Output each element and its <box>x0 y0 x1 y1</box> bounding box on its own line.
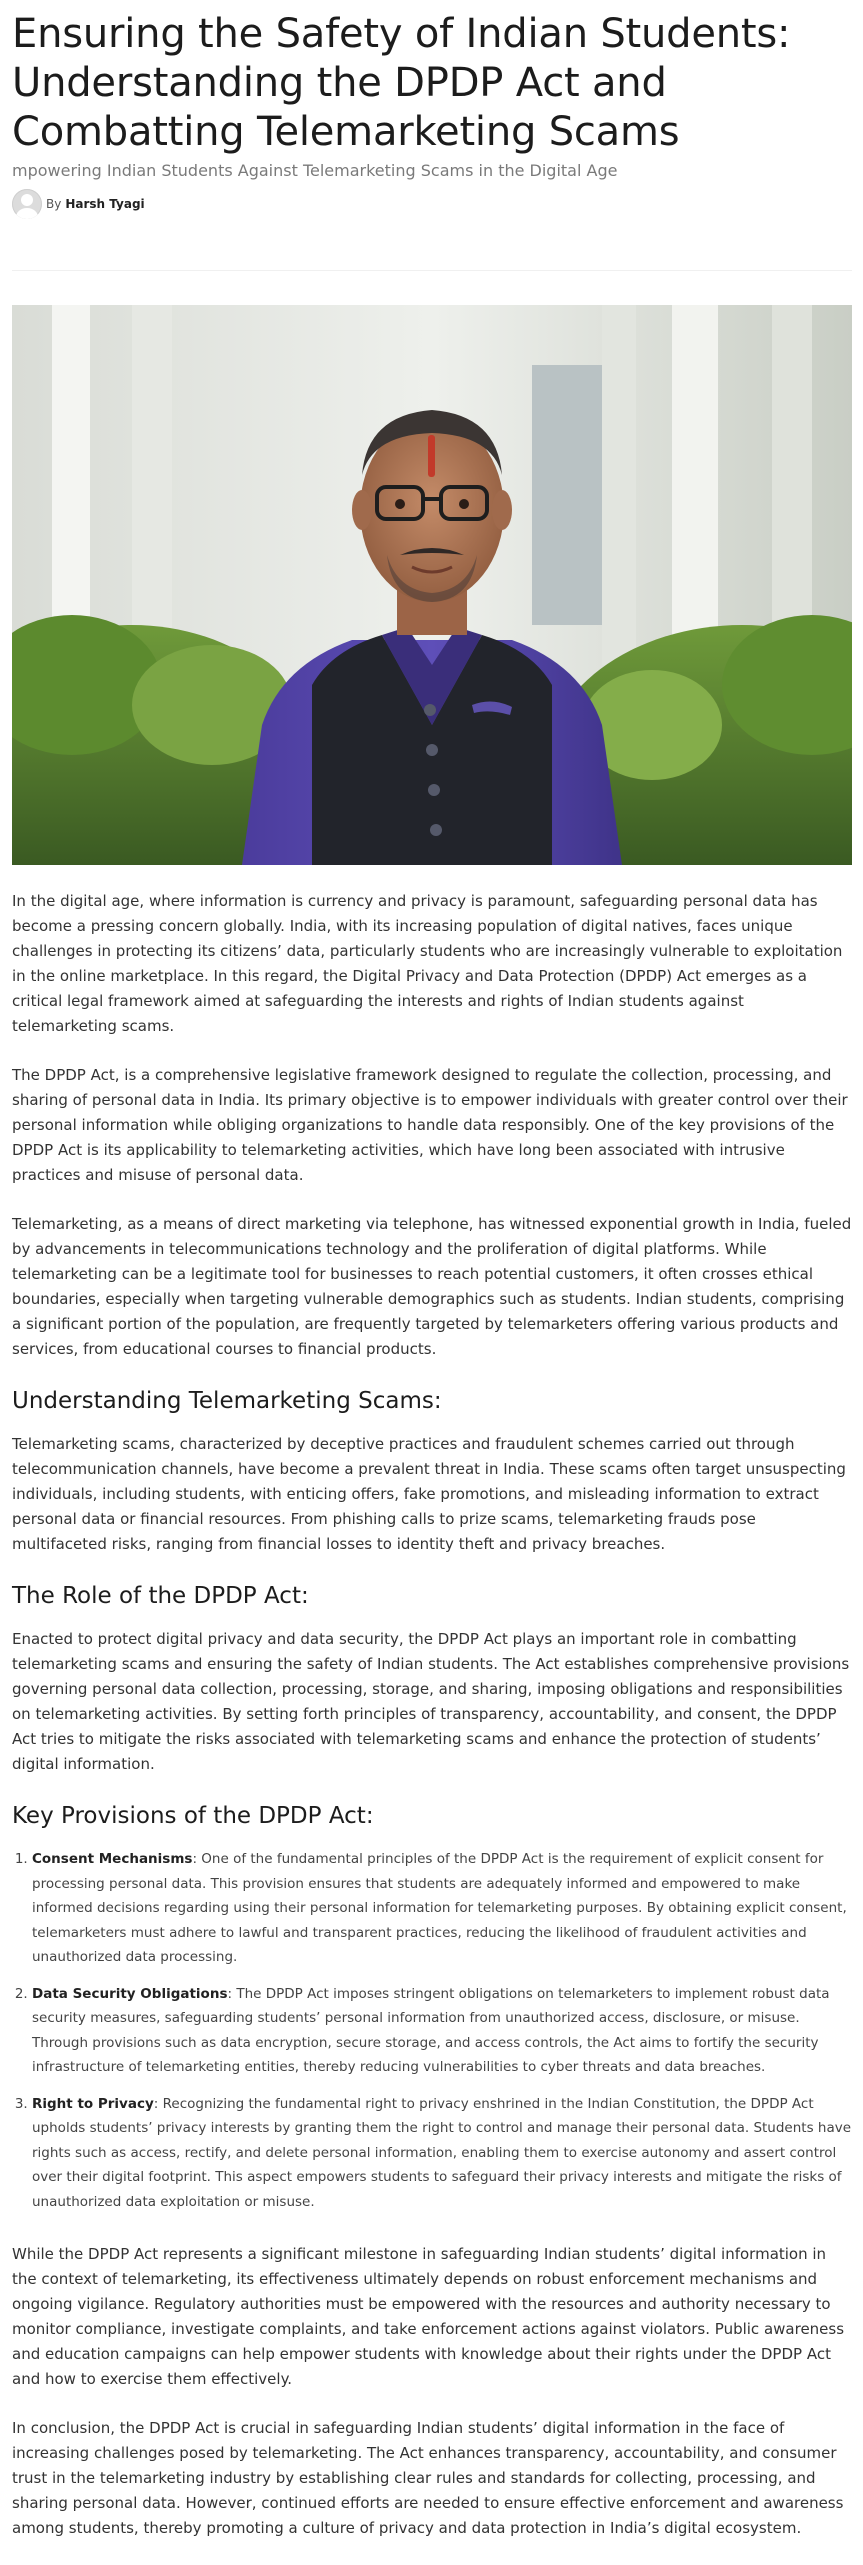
section-heading-scams: Understanding Telemarketing Scams: <box>12 1388 442 1414</box>
list-item <box>32 2092 852 2215</box>
section-heading-role: The Role of the DPDP Act: <box>12 1583 309 1609</box>
closing-paragraph-2: In conclusion, the DPDP Act is crucial in safeguarding Indian students’ digital information in the face of increasing challenges posed by telemarketing. The Act enhances transparency, accountability, and consumer trust in the telemarketing industry by establishing clear rules and standards for collecting, processing, and sharing personal data. However, continued efforts are needed to ensure effective enforcement and awareness among students, thereby promoting a culture of privacy and data protection in India’s digital ecosystem. <box>12 2419 844 2537</box>
article-body <box>12 889 852 2565</box>
list-item <box>32 1847 852 1970</box>
hero-image <box>12 305 852 865</box>
intro-paragraph-2: The DPDP Act, is a comprehensive legislative framework designed to regulate the collection, processing, and sharing of personal data in India. Its primary objective is to empower individuals with greater control over their personal information while obliging organizations to handle data responsibly. One of the key provisions of the DPDP Act is its applicability to telemarketing activities, which have long been associated with intrusive practices and misuse of personal data. <box>12 1066 848 1184</box>
header-divider <box>12 270 852 271</box>
byline <box>12 189 145 219</box>
provision-label: Right to Privacy <box>32 2095 154 2112</box>
section-paragraph-scams: Telemarketing scams, characterized by deceptive practices and fraudulent schemes carried out through telecommunication channels, have become a prevalent threat in India. These scams often target unsuspecting individuals, including students, with enticing offers, fake promotions, and misleading information to extract personal data or financial resources. From phishing calls to prize scams, telemarketing frauds pose multifaceted risks, ranging from financial losses to identity theft and privacy breaches. <box>12 1435 846 1553</box>
list-item <box>32 1982 852 2080</box>
article-subtitle: mpowering Indian Students Against Telemarketing Scams in the Digital Age <box>12 161 618 180</box>
section-paragraph-role: Enacted to protect digital privacy and data security, the DPDP Act plays an important role in combatting telemarketing scams and ensuring the safety of Indian students. The Act establishes comprehensive provisions governing personal data collection, processing, storage, and sharing, imposing obligations and responsibilities on telemarketing activities. By setting forth principles of transparency, accountability, and consent, the DPDP Act tries to mitigate the risks associated with telemarketing scams and enhance the protection of students’ digital information. <box>12 1630 850 1773</box>
user-avatar-icon[interactable] <box>12 189 42 219</box>
provision-label: Consent Mechanisms <box>32 1851 193 1867</box>
closing-paragraph-1: While the DPDP Act represents a significant milestone in safeguarding Indian students’ digital information in the context of telemarketing, its effectiveness ultimately depends on robust enforcement mechanisms and ongoing vigilance. Regulatory authorities must be empowered with the resources and authority necessary to monitor compliance, investigate complaints, and take enforcement actions against violators. Public awareness and education campaigns can help empower students with knowledge about their rights under the DPDP Act and how to exercise them effectively. <box>12 2245 845 2388</box>
intro-paragraph-3: Telemarketing, as a means of direct marketing via telephone, has witnessed exponential growth in India, fueled by advancements in telecommunications technology and the proliferation of digital platforms. While telemarketing can be a legitimate tool for businesses to reach potential customers, it often crosses ethical boundaries, especially when targeting vulnerable demographics such as students. Indian students, comprising a significant portion of the population, are frequently targeted by telemarketers offering various products and services, from educational courses to financial products. <box>12 1215 852 1358</box>
author-link[interactable]: Harsh Tyagi <box>65 197 145 211</box>
article-title: Ensuring the Safety of Indian Students: Understanding the DPDP Act and Combatting Telemarketing Scams <box>12 11 791 155</box>
provision-label: Data Security Obligations <box>32 1985 228 2002</box>
intro-paragraph-1: In the digital age, where information is currency and privacy is paramount, safeguarding personal data has become a pressing concern globally. India, with its increasing population of digital natives, faces unique challenges in protecting its citizens’ data, particularly students who are increasingly vulnerable to exploitation in the online marketplace. In this regard, the Digital Privacy and Data Protection (DPDP) Act emerges as a critical legal framework aimed at safeguarding the interests and rights of Indian students against telemarketing scams. <box>12 892 843 1035</box>
section-heading-provisions: Key Provisions of the DPDP Act: <box>12 1803 374 1829</box>
byline-prefix: By <box>46 197 62 211</box>
provisions-list <box>12 1847 852 2214</box>
provision-text: : One of the fundamental principles of the DPDP Act is the requirement of explicit consent for processing personal data. This provision ensures that students are adequately informed and empowered to make informed decisions regarding using their personal information for telemarketing purposes. By obtaining explicit consent, telemarketers must adhere to lawful and transparent practices, reducing the likelihood of fraudulent activities and unauthorized data processing. <box>32 1851 847 1965</box>
provision-text: : Recognizing the fundamental right to privacy enshrined in the Indian Constitution, the DPDP Act upholds students’ privacy interests by granting them the right to control and manage their personal data. Students have rights such as access, rectify, and delete personal information, enabling them to exercise autonomy and assert control over their digital footprint. This aspect empowers students to safeguard their privacy interests and mitigate the risks of unauthorized data exploitation or misuse. <box>32 2095 852 2210</box>
provision-text: : The DPDP Act imposes stringent obligations on telemarketers to implement robust data security measures, safeguarding students’ personal information from unauthorized access, disclosure, or misuse. Through provisions such as data encryption, secure storage, and access controls, the Act aims to fortify the security infrastructure of telemarketing entities, thereby reducing vulnerabilities to cyber threats and data breaches. <box>32 1985 830 2075</box>
